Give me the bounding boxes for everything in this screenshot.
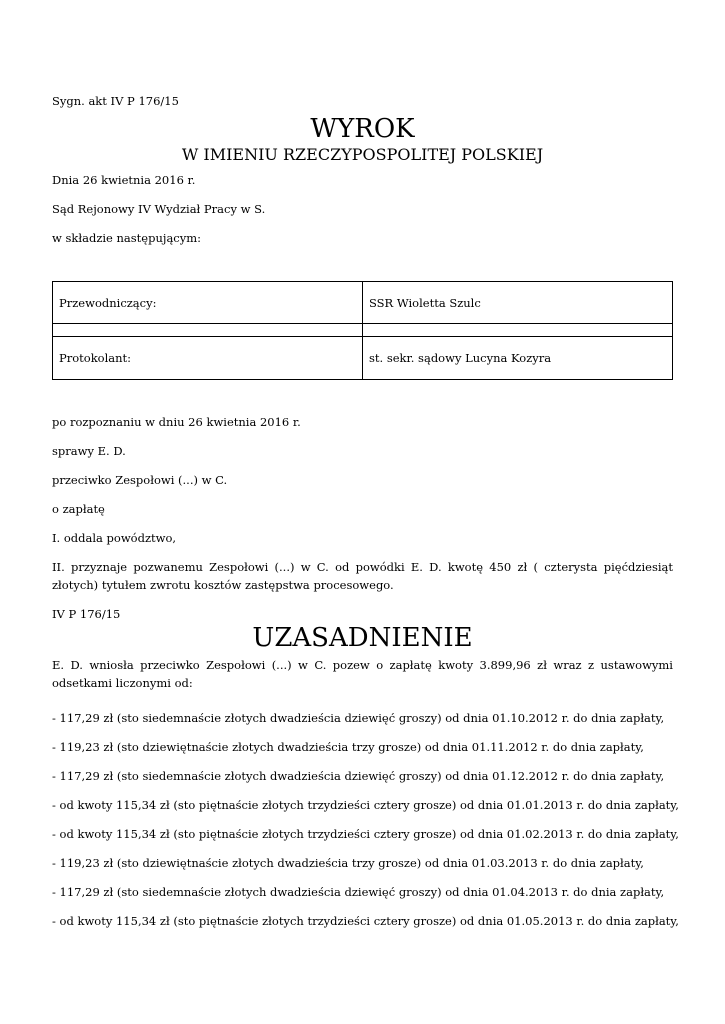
document-subtitle: W IMIENIU RZECZYPOSPOLITEJ POLSKIEJ xyxy=(181,145,544,164)
table-row xyxy=(53,282,673,324)
subject-line: o zapłatę xyxy=(52,502,105,516)
clerk-value: st. sekr. sądowy Lucyna Kozyra xyxy=(363,337,673,380)
list-item: - 117,29 zł (sto siedemnaście złotych dwadzieścia dziewięć groszy) od dnia 01.04.2013 r. do dnia zapłaty, xyxy=(52,885,665,899)
spacer-cell xyxy=(53,324,363,337)
table-row xyxy=(53,337,673,380)
list-item: - od kwoty 115,34 zł (sto piętnaście złotych trzydzieści cztery grosze) od dnia 01.01.2013 r. do dnia zapłaty, xyxy=(52,798,679,812)
hearing-line: po rozpoznaniu w dniu 26 kwietnia 2016 r. xyxy=(52,415,301,429)
list-item: - 117,29 zł (sto siedemnaście złotych dwadzieścia dziewięć groszy) od dnia 01.10.2012 r. do dnia zapłaty, xyxy=(52,711,665,725)
against-line: przeciwko Zespołowi (...) w C. xyxy=(52,473,228,487)
list-item: - od kwoty 115,34 zł (sto piętnaście złotych trzydzieści cztery grosze) od dnia 01.05.2013 r. do dnia zapłaty, xyxy=(52,914,679,928)
justification-title: UZASADNIENIE xyxy=(252,623,473,653)
clerk-label: Protokolant: xyxy=(53,337,363,380)
case-number: Sygn. akt IV P 176/15 xyxy=(52,94,179,108)
document-title: WYROK xyxy=(310,114,415,144)
court-panel-table xyxy=(52,281,673,380)
court-name: Sąd Rejonowy IV Wydział Pracy w S. xyxy=(52,202,266,216)
ruling-point-2: II. przyznaje pozwanemu Zespołowi (...) w C. od powódki E. D. kwotę 450 zł ( czterysta pięćdziesiąt złotych) tytułem zwrotu kosztów zastępstwa procesowego. xyxy=(52,560,673,592)
table-row xyxy=(53,324,673,337)
list-item: - 119,23 zł (sto dziewiętnaście złotych dwadzieścia trzy grosze) od dnia 01.03.2013 r. do dnia zapłaty, xyxy=(52,856,644,870)
justification-intro: E. D. wniosła przeciwko Zespołowi (...) w C. pozew o zapłatę kwoty 3.899,96 zł wraz z ustawowymi odsetkami liczonymi od: xyxy=(52,658,673,690)
ruling-point-1: I. oddala powództwo, xyxy=(52,531,177,545)
case-of-line: sprawy E. D. xyxy=(52,444,126,458)
chair-label: Przewodniczący: xyxy=(53,282,363,324)
chair-value: SSR Wioletta Szulc xyxy=(363,282,673,324)
list-item: - 119,23 zł (sto dziewiętnaście złotych dwadzieścia trzy grosze) od dnia 01.11.2012 r. do dnia zapłaty, xyxy=(52,740,644,754)
spacer-cell xyxy=(363,324,673,337)
list-item: - 117,29 zł (sto siedemnaście złotych dwadzieścia dziewięć groszy) od dnia 01.12.2012 r. do dnia zapłaty, xyxy=(52,769,665,783)
judgment-date: Dnia 26 kwietnia 2016 r. xyxy=(52,173,196,187)
justification-case-number: IV P 176/15 xyxy=(52,607,121,621)
composition-label: w składzie następującym: xyxy=(52,231,202,245)
list-item: - od kwoty 115,34 zł (sto piętnaście złotych trzydzieści cztery grosze) od dnia 01.02.2013 r. do dnia zapłaty, xyxy=(52,827,679,841)
